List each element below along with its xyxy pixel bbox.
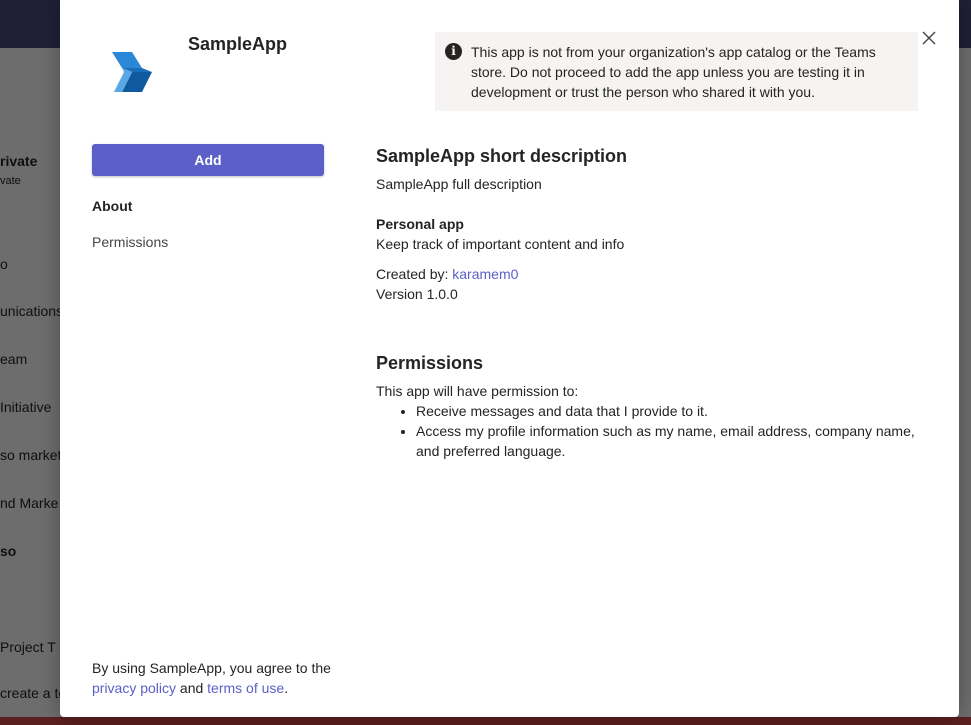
permissions-list [376, 401, 936, 461]
sideload-warning [435, 32, 918, 111]
app-logo-icon [112, 50, 152, 94]
created-by-label: Created by: [376, 266, 449, 282]
app-install-dialog [60, 0, 959, 717]
version: Version 1.0.0 [376, 286, 458, 302]
personal-app-text: Keep track of important content and info [376, 236, 625, 252]
nav-about[interactable]: About [92, 198, 133, 214]
permission-item: • Receive messages and data that I provide to it. [416, 401, 936, 421]
permissions-heading: Permissions [376, 353, 484, 373]
nav-permissions[interactable]: Permissions [92, 234, 169, 250]
short-description: SampleApp short description [376, 146, 628, 166]
created-by [376, 264, 936, 284]
personal-app-heading: Personal app [376, 216, 464, 232]
warning-text: This app is not from your organization's app catalog or the Teams store. Do not proceed to add the app unless you are testing it in development or trust the person who shared it with you. [471, 44, 876, 100]
footer-and: and [179, 680, 204, 696]
terms-of-use-link[interactable]: terms of use [207, 680, 285, 696]
privacy-policy-link[interactable]: privacy policy [92, 680, 177, 696]
app-details [376, 144, 936, 461]
full-description: SampleApp full description [376, 176, 542, 192]
background-bottom-strip [0, 717, 971, 725]
terms-footer [92, 658, 332, 698]
info-icon: i [445, 43, 462, 60]
footer-suffix: . [284, 680, 289, 696]
permission-item: • Access my profile information such as my name, email address, company name, and preferred language. [416, 421, 936, 461]
close-icon[interactable] [919, 28, 939, 48]
footer-prefix: By using SampleApp, you agree to the [92, 660, 331, 676]
permissions-intro: This app will have permission to: [376, 383, 579, 399]
app-name: SampleApp [188, 34, 288, 54]
developer-link[interactable]: karamem0 [452, 266, 519, 282]
add-button[interactable]: Add [92, 144, 324, 176]
